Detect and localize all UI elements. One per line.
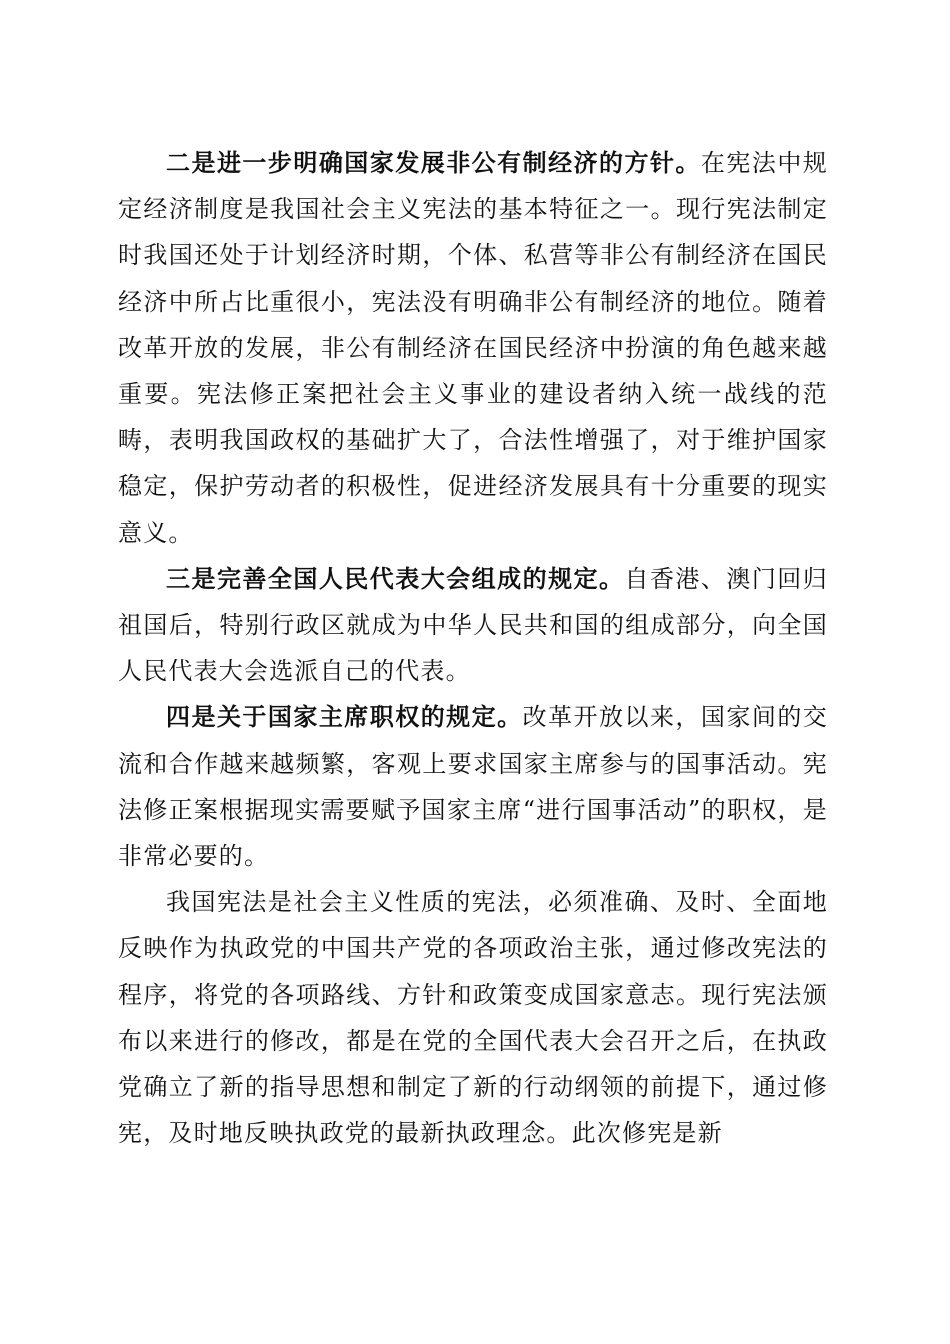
paragraph-text: 自香港、澳门回归祖国后，特别行政区就成为中华人民共和国的组成部分，向全国人民代表大会选派自己的代表。 (118, 564, 828, 686)
document-body (118, 140, 828, 1156)
paragraph-non-public-economy (118, 140, 828, 556)
paragraph-constitution-nature (118, 879, 828, 1156)
paragraph-npc-composition (118, 556, 828, 695)
paragraph-text: 我国宪法是社会主义性质的宪法，必须准确、及时、全面地反映作为执政党的中国共产党的各项政治主张，通过修改宪法的程序，将党的各项路线、方针和政策变成国家意志。现行宪法颁布以来进行的修改，都是在党的全国代表大会召开之后，在执政党确立了新的指导思想和制定了新的行动纲领的前提下，通过修宪，及时地反映执政党的最新执政理念。此次修宪是新 (118, 888, 828, 1148)
paragraph-text: 在宪法中规定经济制度是我国社会主义宪法的基本特征之一。现行宪法制定时我国还处于计划经济时期，个体、私营等非公有制经济在国民经济中所占比重很小，宪法没有明确非公有制经济的地位。随着改革开放的发展，非公有制经济在国民经济中扮演的角色越来越重要。宪法修正案把社会主义事业的建设者纳入统一战线的范畴，表明我国政权的基础扩大了，合法性增强了，对于维护国家稳定，保护劳动者的积极性，促进经济发展具有十分重要的现实意义。 (118, 149, 829, 547)
paragraph-text: 改革开放以来，国家间的交流和合作越来越频繁，客观上要求国家主席参与的国事活动。宪法修正案根据现实需要赋予国家主席“进行国事活动”的职权，是非常必要的。 (118, 703, 828, 871)
paragraph-heading: 四是关于国家主席职权的规定。 (166, 702, 523, 732)
paragraph-heading: 二是进一步明确国家发展非公有制经济的方针。 (166, 148, 701, 177)
paragraph-president-powers (118, 694, 828, 879)
paragraph-heading: 三是完善全国人民代表大会组成的规定。 (166, 563, 625, 593)
